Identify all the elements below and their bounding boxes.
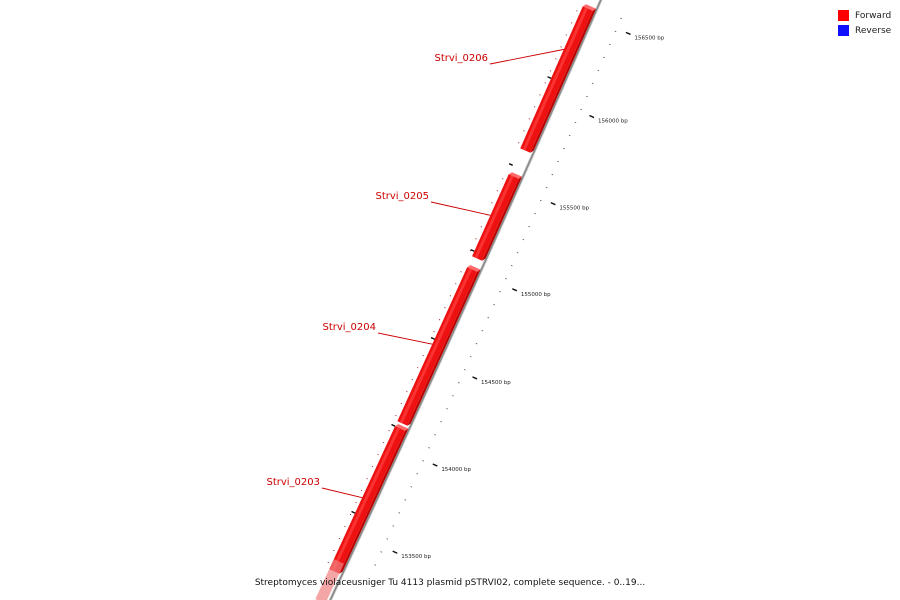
map-caption: Streptomyces violaceusniger Tu 4113 plasmid pSTRVI02, complete sequence. - 0..19... xyxy=(254,578,646,588)
minor-tick xyxy=(511,265,512,266)
minor-tick xyxy=(609,44,610,45)
minor-tick xyxy=(603,57,604,58)
gene-leader-line xyxy=(431,202,490,215)
minor-tick xyxy=(493,304,494,305)
minor-tick xyxy=(620,18,621,19)
gene-strvi-0203 xyxy=(328,424,409,574)
reverse-swatch xyxy=(838,25,849,36)
gene-tick xyxy=(328,562,329,563)
inner-tick xyxy=(509,164,513,166)
tick-label: 155500 bp xyxy=(559,205,590,212)
gene-highlight xyxy=(524,8,587,150)
gene-strvi-0204 xyxy=(395,265,480,426)
minor-tick xyxy=(434,434,435,435)
minor-tick xyxy=(523,239,524,240)
gene-leader-line xyxy=(490,49,564,64)
inner-tick xyxy=(471,250,475,252)
inner-tick xyxy=(431,338,435,340)
minor-tick xyxy=(417,474,418,475)
reverse-label: Reverse xyxy=(855,25,892,36)
minor-tick xyxy=(499,291,500,292)
major-tick xyxy=(551,203,556,205)
major-tick xyxy=(589,116,594,118)
gene-leader-line xyxy=(322,488,362,498)
gene-leader-line xyxy=(378,333,432,344)
gene-layer xyxy=(315,4,596,600)
minor-tick xyxy=(575,122,576,123)
major-ticks xyxy=(352,0,665,560)
gene-label: Strvi_0203 xyxy=(266,477,320,488)
tick-label: 153500 bp xyxy=(401,554,431,561)
minor-tick xyxy=(569,135,570,136)
tick-label: 156500 bp xyxy=(634,35,665,42)
minor-tick xyxy=(476,343,477,344)
gene-label: Strvi_0206 xyxy=(434,53,488,64)
major-tick xyxy=(512,289,517,291)
minor-tick xyxy=(446,408,447,409)
minor-tick xyxy=(592,83,593,84)
gene-label: Strvi_0205 xyxy=(375,191,429,202)
minor-tick xyxy=(422,460,423,461)
gene-tick xyxy=(333,550,334,551)
gene-highlight xyxy=(333,428,399,571)
minor-tick xyxy=(586,96,587,97)
forward-swatch xyxy=(838,10,849,21)
minor-tick xyxy=(458,382,459,383)
gene-side-face xyxy=(530,9,596,153)
gene-side-face xyxy=(407,270,480,426)
minor-tick xyxy=(381,552,382,553)
gene-tick xyxy=(372,466,373,467)
minor-tick xyxy=(482,330,483,331)
gene-tick xyxy=(378,454,379,455)
gene-strvi-0205 xyxy=(470,172,522,261)
minor-tick xyxy=(580,109,581,110)
gene-strvi-0206 xyxy=(518,4,596,152)
minor-tick xyxy=(387,539,388,540)
gene-tick xyxy=(339,538,340,539)
minor-tick xyxy=(534,213,535,214)
minor-tick xyxy=(488,317,489,318)
gene-label: Strvi_0204 xyxy=(322,322,376,333)
minor-tick xyxy=(411,487,412,488)
minor-tick xyxy=(452,395,453,396)
legend xyxy=(838,8,891,38)
gene-side-face xyxy=(339,429,408,574)
tick-label: 155000 bp xyxy=(520,291,551,298)
major-tick xyxy=(433,464,438,466)
gene-tick xyxy=(361,490,362,491)
major-tick xyxy=(626,32,631,34)
gene-labels xyxy=(266,49,563,497)
inner-tick xyxy=(352,511,356,513)
minor-tick xyxy=(552,174,553,175)
minor-tick xyxy=(540,200,541,201)
minor-tick xyxy=(546,187,547,188)
gene-highlight xyxy=(476,176,513,258)
minor-tick xyxy=(428,447,429,448)
minor-tick xyxy=(528,226,529,227)
inner-tick xyxy=(391,425,395,427)
gene-tick xyxy=(344,526,345,527)
gene-tick xyxy=(355,502,356,503)
minor-tick xyxy=(440,421,441,422)
minor-tick xyxy=(399,513,400,514)
minor-tick xyxy=(615,31,616,32)
minor-tick xyxy=(375,565,376,566)
tick-label: 154000 bp xyxy=(441,467,472,474)
minor-tick xyxy=(505,278,506,279)
gene-tick xyxy=(350,514,351,515)
minor-tick xyxy=(563,148,564,149)
minor-tick xyxy=(405,500,406,501)
major-tick xyxy=(393,551,398,553)
tick-label: 156000 bp xyxy=(598,118,628,125)
major-tick xyxy=(472,377,477,379)
legend-reverse xyxy=(838,23,891,38)
minor-ticks xyxy=(375,18,622,565)
legend-forward xyxy=(838,8,891,23)
minor-tick xyxy=(470,356,471,357)
gene-highlight xyxy=(401,269,471,423)
minor-tick xyxy=(393,526,394,527)
minor-tick xyxy=(464,369,465,370)
gene-tick xyxy=(367,478,368,479)
minor-tick xyxy=(598,70,599,71)
minor-tick xyxy=(517,252,518,253)
minor-tick xyxy=(557,161,558,162)
tick-label: 154500 bp xyxy=(481,379,511,386)
inner-tick xyxy=(548,77,552,79)
forward-label: Forward xyxy=(855,10,892,21)
